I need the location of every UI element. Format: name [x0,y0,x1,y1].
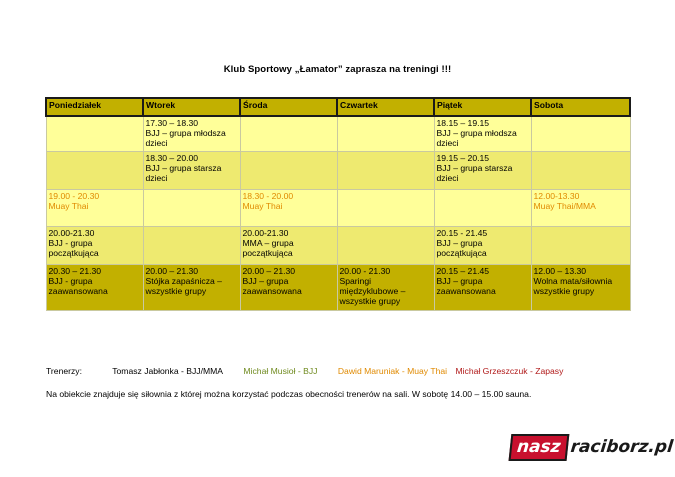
schedule-cell [143,190,240,227]
schedule-cell [46,227,143,265]
session-time: 20.00 – 21.30 [145,266,199,276]
trainers-line [46,366,563,376]
schedule-cell [434,152,531,190]
schedule-cell [240,152,337,190]
trainers-label: Trenerzy: [46,366,82,376]
schedule-cell [143,116,240,152]
day-header: Poniedziałek [46,98,143,116]
schedule-cell [531,265,630,311]
logo-box-text: nasz [509,434,569,461]
schedule-row [46,152,630,190]
session-description: Muay Thai [48,201,89,212]
schedule-cell [143,227,240,265]
session-time: 18.15 – 19.15 [436,118,490,128]
schedule-row [46,116,630,152]
nasz-raciborz-logo[interactable] [509,434,675,460]
session-description: Muay Thai [242,201,283,212]
schedule-cell [337,152,434,190]
session-description: Wolna mata/siłownia wszystkie grupy [533,276,613,297]
day-header: Piątek [434,98,531,116]
schedule-cell [531,116,630,152]
session-description: BJJ – grupa początkująca [436,238,487,259]
schedule-cell [531,190,630,227]
session-description: BJJ – grupa starsza dzieci [436,163,513,184]
trainer-musiol: Michał Musioł - BJJ [243,366,318,376]
schedule-cell [46,190,143,227]
gym-sauna-note: Na obiekcie znajduje się siłownia z której można korzystać podczas obecności trenerów na sali. W sobotę 14.00 – 15.00 sauna. [46,389,532,399]
session-description: MMA – grupa początkująca [242,238,294,259]
schedule-cell [531,227,630,265]
day-header: Czwartek [337,98,434,116]
schedule-cell [434,116,531,152]
session-time: 18.30 – 20.00 [145,153,199,163]
session-description: BJJ – grupa zaawansowana [436,276,496,297]
schedule-cell [46,152,143,190]
schedule-cell [434,190,531,227]
session-time: 18.30 - 20.00 [242,191,294,201]
schedule-cell [337,190,434,227]
schedule-cell [434,227,531,265]
schedule-cell [240,227,337,265]
schedule-cell [240,265,337,311]
schedule-cell [337,116,434,152]
session-time: 20.15 – 21.45 [436,266,490,276]
day-header: Sobota [531,98,630,116]
schedule-cell [531,152,630,190]
session-description: BJJ - grupa zaawansowana [48,276,108,297]
session-description: BJJ – grupa zaawansowana [242,276,302,297]
schedule-cell [143,152,240,190]
schedule-cell [240,116,337,152]
schedule-row [46,227,630,265]
schedule-row [46,265,630,311]
schedule-cell [337,227,434,265]
session-time: 20.30 – 21.30 [48,266,102,276]
logo-domain-text: raciborz.pl [569,437,674,457]
day-header: Środa [240,98,337,116]
session-time: 17.30 – 18.30 [145,118,199,128]
session-time: 20.00 - 21.30 [339,266,391,276]
schedule-cell [46,116,143,152]
session-time: 12.00 – 13.30 [533,266,587,276]
schedule-cell [143,265,240,311]
trainer-jablonka: Tomasz Jabłonka - BJJ/MMA [112,366,224,376]
session-time: 20.15 - 21.45 [436,228,488,238]
session-description: BJJ – grupa młodsza dzieci [436,128,517,149]
schedule-cell [46,265,143,311]
page-title: Klub Sportowy „Łamator” zaprasza na treningi !!! [223,64,452,75]
session-time: 12.00-13.30 [533,191,580,201]
session-description: Sparingi międzyklubowe – wszystkie grupy [339,276,406,307]
schedule-cell [337,265,434,311]
trainer-maruniak: Dawid Maruniak - Muay Thai [337,366,448,376]
session-time: 19.15 – 20.15 [436,153,490,163]
schedule-row [46,190,630,227]
day-header: Wtorek [143,98,240,116]
schedule-cell [434,265,531,311]
session-description: BJJ – grupa starsza dzieci [145,163,222,184]
trainer-grzeszczuk: Michał Grzeszczuk - Zapasy [455,366,564,376]
schedule-cell [240,190,337,227]
schedule-header-row [46,98,630,116]
schedule-table [45,97,631,311]
session-description: Stójka zapaśnicza – wszystkie grupy [145,276,222,297]
session-description: BJJ – grupa młodsza dzieci [145,128,226,149]
session-time: 20.00-21.30 [48,228,95,238]
session-time: 20.00 – 21.30 [242,266,296,276]
session-time: 19.00 - 20.30 [48,191,100,201]
session-description: BJJ - grupa początkująca [48,238,99,259]
session-description: Muay Thai/MMA [533,201,596,212]
session-time: 20.00-21.30 [242,228,289,238]
